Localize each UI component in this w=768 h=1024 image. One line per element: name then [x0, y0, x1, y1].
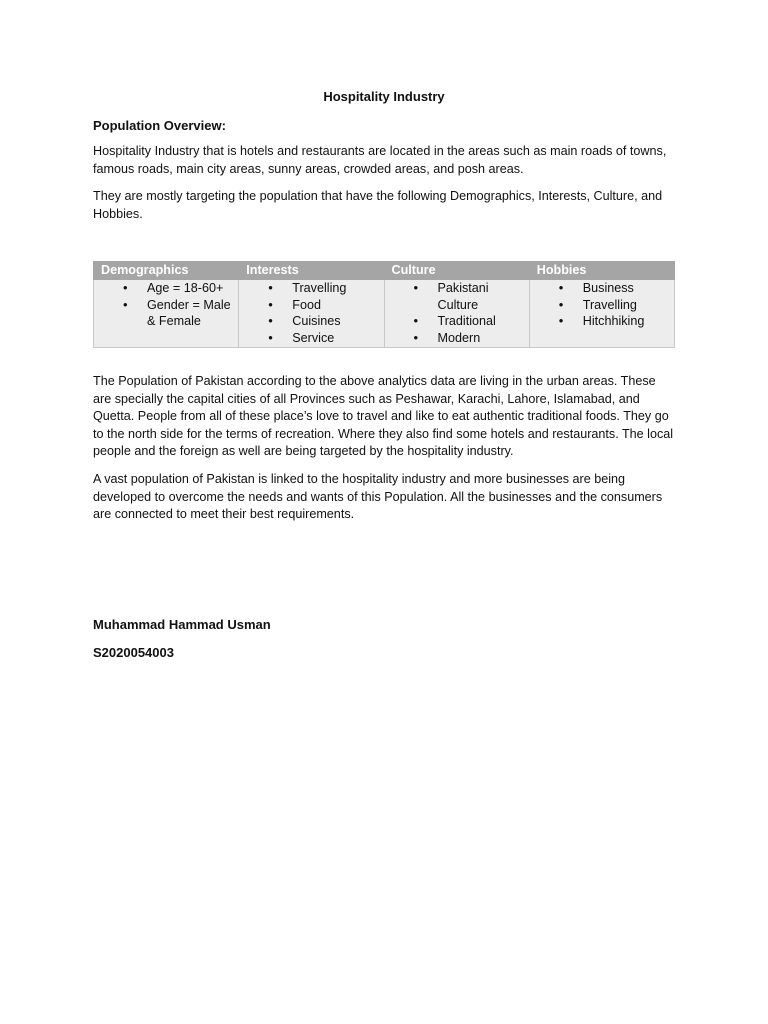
list-item: • Travelling — [292, 280, 383, 297]
header-demographics: Demographics — [94, 262, 239, 280]
document-title: Hospitality Industry — [323, 89, 445, 104]
hobbies-cell — [529, 280, 674, 348]
demographics-cell — [94, 280, 239, 348]
culture-cell — [384, 280, 529, 348]
hobbies-list — [530, 280, 674, 330]
paragraph-pakistan-population: The Population of Pakistan according to the above analytics data are living in the urban areas. These are specially the capital cities of all Provinces such as Peshawar, Karachi, Lahore, Islamabad, and Quetta. People from all of these place’s love to travel and like to eat authentic traditional foods. They go to the north side for the terms of recreation. Where they also find some hotels and restaurants. The local people and the foreign as well are being targeted by the hospitality industry. — [93, 374, 674, 459]
list-item: • Business — [583, 280, 674, 297]
table-header-row — [94, 262, 675, 280]
demographics-list — [94, 280, 238, 330]
section-heading: Population Overview: — [93, 118, 226, 133]
demographics-table — [93, 261, 675, 348]
list-item: • Traditional — [438, 313, 529, 330]
list-item: • Cuisines — [292, 313, 383, 330]
list-item: • Hitchhiking — [583, 313, 674, 330]
list-item: • Food — [292, 297, 383, 314]
paragraph-businesses: A vast population of Pakistan is linked to the hospitality industry and more businesses are being developed to overcome the needs and wants of this Population. All the businesses and the consumers are connected to meet their best requirements. — [93, 472, 663, 522]
paragraph-targeting: They are mostly targeting the population that have the following Demographics, Interests, Culture, and Hobbies. — [93, 189, 663, 221]
author-name: Muhammad Hammad Usman — [93, 617, 271, 632]
paragraph-locations: Hospitality Industry that is hotels and restaurants are located in the areas such as main roads of towns, famous roads, main city areas, sunny areas, crowded areas, and posh areas. — [93, 144, 667, 176]
interests-cell — [239, 280, 384, 348]
culture-list — [385, 280, 529, 346]
list-item: • Age = 18-60+ — [147, 280, 238, 297]
list-item: • Modern — [438, 330, 529, 347]
header-hobbies: Hobbies — [529, 262, 674, 280]
header-culture: Culture — [384, 262, 529, 280]
interests-list — [239, 280, 383, 346]
list-item: • Travelling — [583, 297, 674, 314]
table-row — [94, 280, 675, 348]
list-item: • Gender = Male & Female — [147, 297, 238, 330]
list-item: • Pakistani Culture — [438, 280, 529, 313]
list-item: • Service — [292, 330, 383, 347]
author-id: S2020054003 — [93, 645, 174, 660]
header-interests: Interests — [239, 262, 384, 280]
